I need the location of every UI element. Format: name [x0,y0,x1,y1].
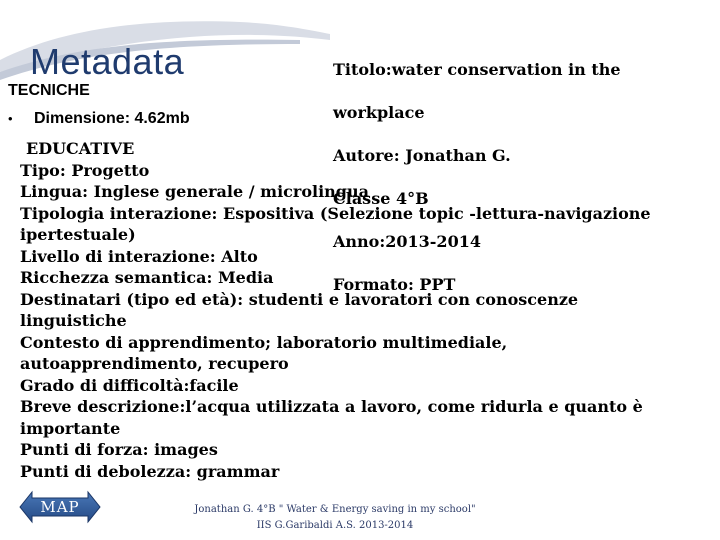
educative-line: Punti di forza: images [20,440,218,459]
educative-line: Ricchezza semantica: Media [20,268,274,287]
educative-line: Punti di debolezza: grammar [20,461,280,481]
info-line: Classe 4°B [333,188,429,208]
educative-line: Livello di interazione: Alto [20,246,258,266]
dimension-text: Dimensione: 4.62mb [34,110,190,127]
educative-heading: EDUCATIVE [26,139,135,158]
info-line: Anno:2013-2014 [333,231,481,251]
technical-dimension-item [8,110,190,128]
educative-line: importante [20,418,121,438]
educative-line: linguistiche [20,311,127,330]
educative-line: ipertestuale) [20,225,136,244]
footer-line: Jonathan G. 4°B " Water & Energy saving in my school" [194,504,476,515]
educative-line: Lingua: Inglese generale / microlingua [20,182,369,201]
info-line: Formato: PPT [333,274,456,294]
educative-line: Breve descrizione:l’acqua utilizzata a lavoro, come ridurla e quanto è [20,397,643,416]
map-button[interactable] [18,490,102,524]
educative-line: autoapprendimento, recupero [20,354,289,373]
footer-line: IIS G.Garibaldi A.S. 2013-2014 [256,520,414,531]
map-button-label: MAP [40,498,80,516]
educative-line: Contesto di apprendimento; laboratorio multimediale, [20,332,508,352]
educative-line: Tipologia interazione: Espositiva (Selezione topic -lettura-navigazione [20,203,651,223]
educative-line: Destinatari (tipo ed età): studenti e lavoratori con conoscenze [20,289,579,309]
info-line: Titolo:water conservation in the [333,59,621,79]
info-line: Autore: Jonathan G. [333,145,511,165]
footer [150,502,520,534]
educative-line: Tipo: Progetto [20,160,150,180]
educative-section [20,138,700,482]
info-line: workplace [333,102,425,122]
page-title: Metadata [30,41,185,82]
bullet-icon: • [8,111,13,126]
technical-heading: TECNICHE [8,82,90,99]
educative-line: Grado di difficoltà:facile [20,375,239,395]
